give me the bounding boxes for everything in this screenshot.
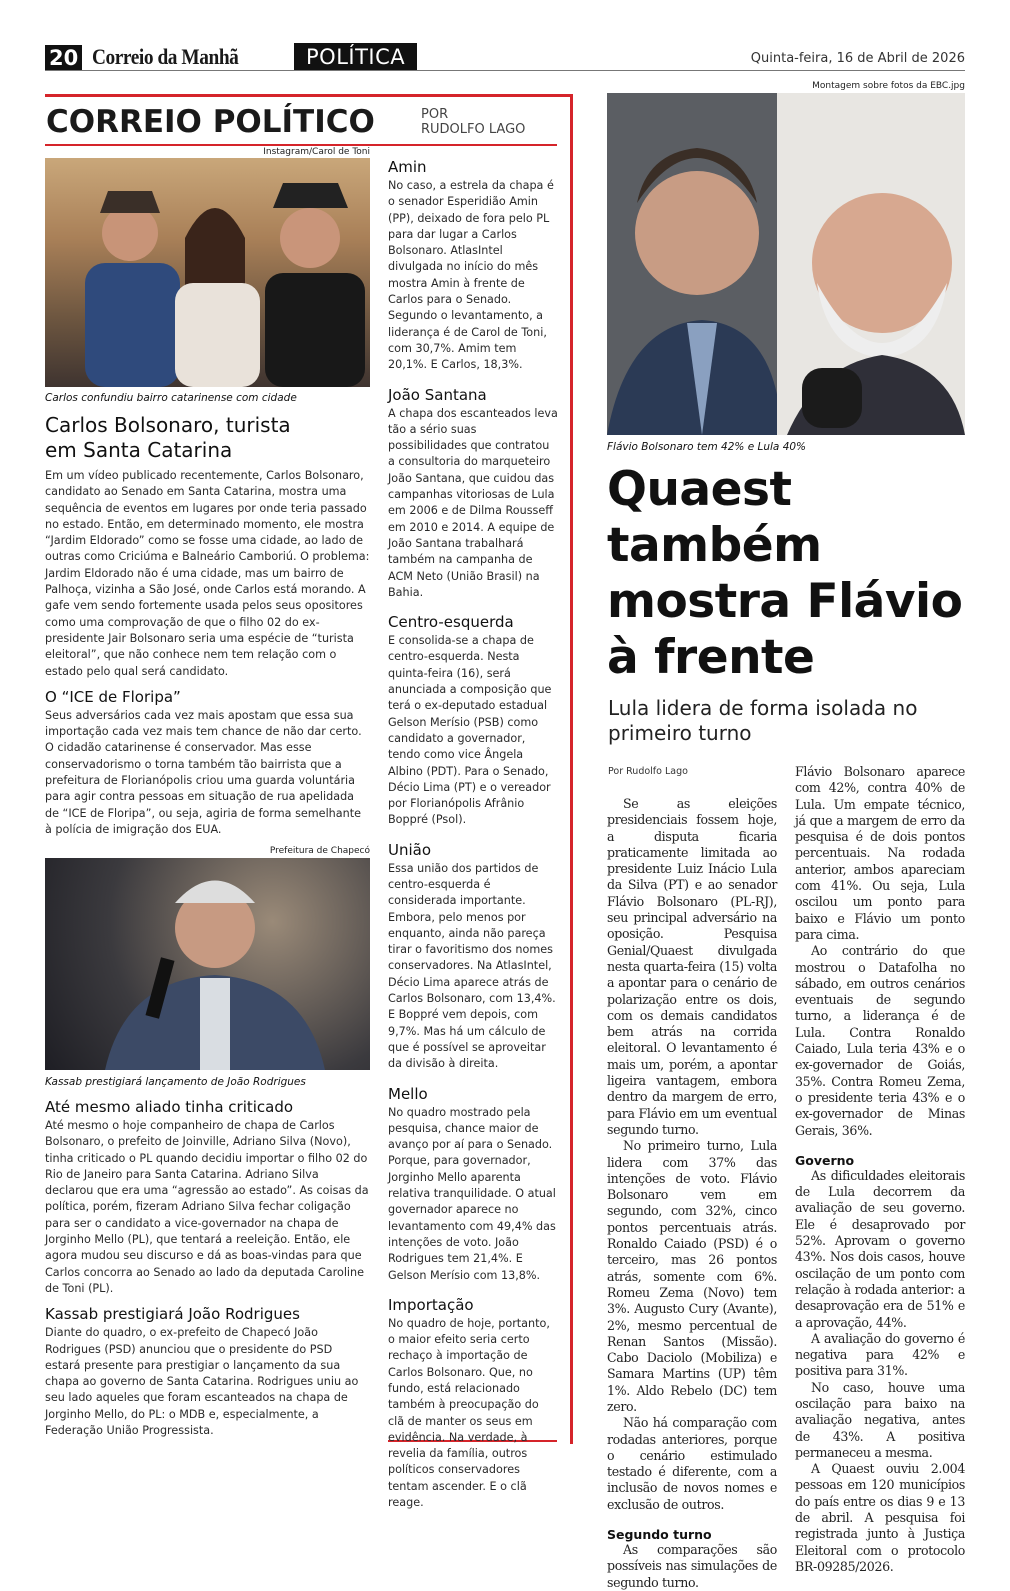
aliado-text: Até mesmo o hoje companheiro de chapa de Carlos Bolsonaro, o prefeito de Joinville, Adriano Silva (Novo), tinha criticado o PL quando decidiu importar o filho 02 do Rio de Janeiro para Santa Catarina. Adriano Silva declarou que era uma “agressão ao estado”. As coisas da política, porém, fizeram Adriano Silva fechar coligação para ser o candidato a vice-governador na chapa de Jorginho Mello (PL), que tentará a reeleição. Então, ele agora mudou seu discurso e dá as boas-vindas para que Carlos concorra ao Senado ao lado da deputada Caroline de Toni (PL). <box>45 1119 369 1295</box>
note-title: União <box>388 840 432 859</box>
note-text: E consolida-se a chapa de centro-esquerda. Nesta quinta-feira (16), será anunciada a composição que terá o ex-deputado estadual Gelson Merísio (PSB) como candidato a governador, tendo como vice Ângela Albino (PDT). Para o Senado, Décio Lima (PT) e o vereador por Florianópolis Afrânio Boppré (Psol). <box>388 634 552 827</box>
aliado-story <box>45 1090 370 1439</box>
column-frame-top <box>45 94 573 97</box>
article-photo-credit: Montagem sobre fotos da EBC.jpg <box>812 81 965 91</box>
article-paragraph: Ao contrário do que mostrou o Datafolha no sábado, em outros cenários eventuais de segundo turno, a liderança é de Lula. Contra Ronaldo Caiado, Lula teria 43% e o ex-governador de Goiás, 35%. Contra Romeu Zema, o presidente teria 43% e o ex-governador de Minas Gerais, 36%. <box>795 943 965 1138</box>
article-paragraph: Flávio Bolsonaro aparece com 42%, contra 40% de Lula. Um empate técnico, já que a margem de erro da pesquisa é de dois pontos percentuais. Na rodada anterior, ambos apareciam com 41%. Ou seja, Lula oscilou um ponto para baixo e Flávio um ponto para cima. <box>795 764 965 942</box>
note-text: A chapa dos escanteados leva tão a sério suas possibilidades que contratou a consultoria do marqueteiro João Santana, que cuidou das campanhas vitoriosas de Lula em 2006 e de Dilma Rousseff em 2010 e 2014. A equipe de João Santana trabalhará também na campanha de ACM Neto (União Brasil) na Bahia. <box>388 406 558 599</box>
note-title: Importação <box>388 1295 474 1314</box>
page-number: 20 <box>45 45 82 71</box>
article-headline: Quaest também mostra Flávio à frente <box>607 462 963 685</box>
byline-author: RUDOLFO LAGO <box>421 122 526 137</box>
photo-caption: Carlos confundiu bairro catarinense com cidade <box>45 392 297 404</box>
lead-story-title: Carlos Bolsonaro, turista em Santa Catarina <box>45 413 291 462</box>
subhead-governo: Governo <box>795 1152 855 1168</box>
kassab-text: Diante do quadro, o ex-prefeito de Chapecó João Rodrigues (PSD) anunciou que o presidente do PSD estará presente para prestigiar o lançamento da sua chapa ao governo de Santa Catarina. Rodrigues uniu ao seu lado aqueles que foram escanteados na chapa de Jorginho Mello, do PL: o MDB e, especialmente, a Federação União Progressista. <box>45 1326 359 1438</box>
kassab-title: Kassab prestigiará João Rodrigues <box>45 1305 300 1324</box>
notes-column <box>388 150 558 1511</box>
article-column-2 <box>795 764 965 1575</box>
note-text: No caso, a estrela da chapa é o senador Esperidião Amin (PP), deixado de fora pelo PL para dar lugar a Carlos Bolsonaro. AtlasIntel divulgada no início do mês mostra Amin à frente de Carlos para o Senado. Segundo o levantamento, a liderança é de Carol de Toni, com 30,7%. Amim tem 20,1%. E Carlos, 18,3%. <box>388 179 554 372</box>
article-paragraph: A avaliação do governo é negativa para 42% e positiva para 31%. <box>795 1330 965 1379</box>
column-byline <box>421 107 525 137</box>
header-rule <box>45 70 965 71</box>
photo-people-illustration <box>45 158 370 387</box>
section-label: POLÍTICA <box>294 43 417 71</box>
note-title: Centro-esquerda <box>388 613 514 632</box>
article-paragraph: A Quaest ouviu 2.004 pessoas em 120 municípios do país entre os dias 9 e 13 de abril. A pesquisa foi registrada junto à Justiça Eleitoral com o protocolo BR-09285/2026. <box>795 1461 965 1574</box>
photo-flavio-lula <box>607 93 965 435</box>
subhead-segundo-turno: Segundo turno <box>607 1527 712 1543</box>
ice-text: Seus adversários cada vez mais apostam que essa sua importação cada vez mais tem chance de não dar certo. O cidadão catarinense é conservador. Mas esse conservadorismo o torna também tão bairrista que a prefeitura de Florianópolis criou uma guarda voluntária para agir contra pessoas em situação de rua apelidada de “ICE de Floripa”, ou seja, agiria de forma semelhante à polícia de imigração dos EUA. <box>45 708 362 836</box>
photo-joao-rodrigues <box>45 858 370 1070</box>
article-column-1 <box>607 796 777 1591</box>
newspaper-logo: Correio da Manhã <box>92 44 239 69</box>
photo-carlos-bolsonaro <box>45 158 370 387</box>
photo-montage-illustration <box>607 93 965 435</box>
column-title-rule <box>45 144 557 146</box>
article-paragraph: As dificuldades eleitorais de Lula decorrem da avaliação de seu governo. Ele é desaprovado por 52%. Aprovam o governo 43%. Nos dois casos, houve oscilação de um ponto com relação à rodada anterior: a desaprovação era de 51% e a aprovação, 44%. <box>795 1167 965 1330</box>
article-paragraph: Se as eleições presidenciais fossem hoje, a disputa ficaria praticamente limitada ao presidente Luiz Inácio Lula da Silva (PT) e ao senador Flávio Bolsonaro (PL-RJ), seu principal adversário na oposição. Pesquisa Genial/Quaest divulgada nesta quarta-feira (15) volta a apontar para o cenário de polarização entre os dois, com os demais candidatos bem atrás na corrida eleitoral. O levantamento é mais um, porém, a apontar ligeira vantagem, embora dentro da margem de erro, para Flávio em um eventual segundo turno. <box>607 796 777 1137</box>
note-title: João Santana <box>388 385 487 404</box>
issue-date: Quinta-feira, 16 de Abril de 2026 <box>750 51 965 66</box>
article-paragraph: Não há comparação com rodadas anteriores, porque o cenário estimulado testado é diferente, com a inclusão de novos nomes e exclusão de outros. <box>607 1415 777 1512</box>
aliado-title: Até mesmo aliado tinha criticado <box>45 1098 294 1116</box>
article-paragraph: No caso, houve uma oscilação para baixo na avaliação negativa, antes de 43%. A positiva permaneceu a mesma. <box>795 1379 965 1460</box>
note-title: Amin <box>388 158 427 176</box>
note-title: Mello <box>388 1084 428 1103</box>
lead-story <box>45 413 370 838</box>
note-text: No quadro de hoje, portanto, o maior efeito seria certo rechaço à importação de Carlos Bolsonaro. Que, no fundo, está relacionado também à preocupação do clã de manter os seus em evidência. Na verdade, à revelia da família, outros políticos conservadores tentam ascender. E o clã reage. <box>388 1316 550 1510</box>
note-text: Essa união dos partidos de centro-esquerda é considerada importante. Embora, pelo menos por enquanto, ainda não pareça tirar o favoritismo dos nomes conservadores. Na AtlasIntel, Décio Lima aparece atrás de Carlos Bolsonaro, com 13,4%. E Boppré vem depois, com 9,7%. Mas há um cálculo de que é possível se aproveitar da divisão à direita. <box>388 861 556 1071</box>
lead-story-text: Em um vídeo publicado recentemente, Carlos Bolsonaro, candidato ao Senado em Santa Catarina, mostra uma sequência de eventos em lugares por onde teria passado no estado. Então, em determinado momento, ele mostra “Jardim Eldorado” como se fosse uma cidade, ao lado de outras como Criciúma e Balneário Camboriú. O problema: Jardim Eldorado não é uma cidade, mas um bairro de Palhoça, vizinha a São José, onde Carlos está morando. A gafe vem sendo fortemente usada pelos seus opositores como uma comprovação de que o filho 02 do ex-presidente Jair Bolsonaro seria uma espécie de “turista eleitoral”, que não conhece nem tem relação com o estado pelo qual será candidato. <box>45 469 370 678</box>
photo-caption-2: Kassab prestigiará lançamento de João Rodrigues <box>45 1076 306 1088</box>
article-subheadline: Lula lidera de forma isolada no primeiro turno <box>608 696 918 745</box>
photo-credit-2: Prefeitura de Chapecó <box>269 846 370 856</box>
column-frame-right <box>570 94 573 1444</box>
photo-speaker-illustration <box>45 858 370 1070</box>
article-paragraph: No primeiro turno, Lula lidera com 37% das intenções de voto. Flávio Bolsonaro vem em segundo, com 32%, cinco pontos percentuais atrás. Ronaldo Caiado (PSD) é o terceiro, mas 26 pontos atrás, somente com 6%. Romeu Zema (Novo) tem 3%. Augusto Cury (Avante), 2%, mesmo percentual de Renan Santos (Missão). Cabo Daciolo (Mobiliza) e Samara Martins (UP) têm 1%. Aldo Rebelo (DC) tem zero. <box>607 1138 777 1414</box>
article-photo-caption: Flávio Bolsonaro tem 42% e Lula 40% <box>607 441 807 453</box>
photo-credit: Instagram/Carol de Toni <box>263 147 370 157</box>
ice-title: O “ICE de Floripa” <box>45 687 181 706</box>
byline-por: POR <box>421 107 449 122</box>
column-title: CORREIO POLÍTICO <box>46 104 375 140</box>
note-text: No quadro mostrado pela pesquisa, chance maior de avanço por aí para o Senado. Porque, para governador, Jorginho Mello aparenta relativa tranquilidade. O atual governador aparece no levantamento com 49,4% das intenções de voto. João Rodrigues tem 21,4%. E Gelson Merísio com 13,8%. <box>388 1105 556 1282</box>
article-byline: Por Rudolfo Lago <box>608 766 688 777</box>
article-paragraph: As comparações são possíveis nas simulações de segundo turno. <box>607 1542 777 1590</box>
